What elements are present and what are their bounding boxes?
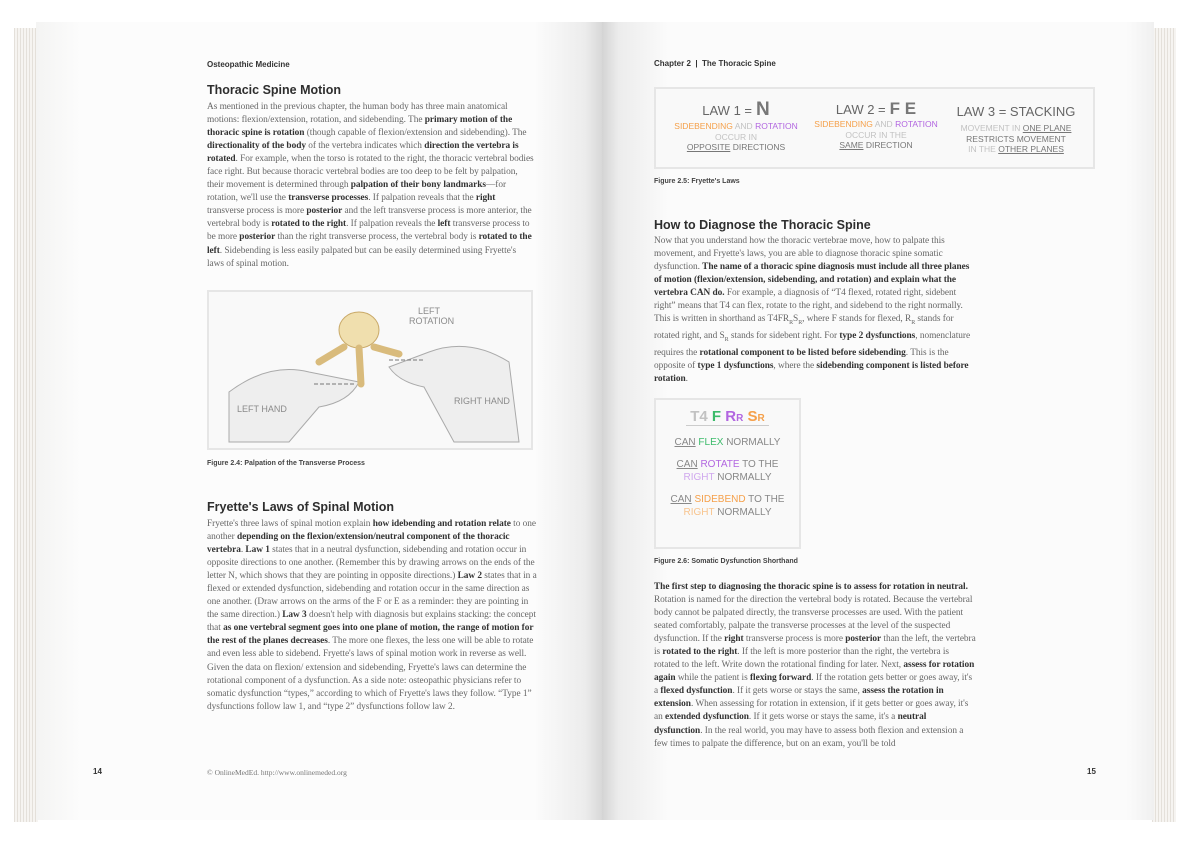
running-head-right: Chapter 2 | The Thoracic Spine	[654, 59, 776, 68]
paragraph-fryettes-laws	[207, 518, 537, 714]
label-left-hand: LEFT HAND	[237, 404, 287, 414]
t: R	[725, 408, 737, 425]
t: MOVEMENT IN	[960, 123, 1023, 133]
text-segment: Law 3	[282, 610, 307, 621]
t: NORMALLY	[714, 507, 772, 518]
t: CAN	[674, 437, 696, 448]
text-segment: right	[724, 634, 744, 645]
paragraph-thoracic-spine-motion	[207, 101, 535, 271]
text-segment: As mentioned in the previous chapter, the human body has three main anatomical motions: flexion/extension, rotation, and sidebending. The	[207, 102, 508, 126]
text-segment: rotational component to be listed before sidebending	[699, 348, 906, 359]
right-hand-drawing	[389, 346, 519, 442]
t: R	[757, 413, 765, 424]
law-2-letters-fe: F E	[889, 99, 917, 118]
text-segment: Law 1	[245, 545, 270, 556]
label-left-rotation: LEFT ROTATION	[409, 306, 455, 326]
t: ROTATION	[895, 119, 938, 129]
text-segment: rotated to the left	[207, 232, 532, 256]
text-segment: right	[475, 193, 496, 204]
text-segment: posterior	[845, 634, 882, 645]
page-number-left: 14	[93, 767, 102, 776]
text-segment: posterior	[239, 232, 276, 243]
page-number-right: 15	[1087, 767, 1096, 776]
text-segment: extended dysfunction	[665, 712, 749, 723]
t: S	[747, 408, 758, 425]
text-segment: . If the rotation gets better or goes away, it's a	[654, 673, 973, 697]
text-segment: rotated to the right	[662, 647, 738, 658]
text-segment: R	[724, 337, 729, 344]
text-segment: . For example, when the torso is rotated to the right, the thoracic vertebral bodies face right. But because thoracic vertebral bodies are too deep to be felt by palpation, their movement is determined through	[207, 154, 534, 191]
section-title-diagnose: How to Diagnose the Thoracic Spine	[654, 218, 871, 232]
section-title-thoracic-spine-motion: Thoracic Spine Motion	[207, 83, 342, 97]
section-title-fryettes-laws: Fryette's Laws of Spinal Motion	[207, 500, 395, 514]
text-segment: states that in a flexed or extended dysfunction, sidebending and rotation occur in the same direction as one another. (Draw arrows on the arms of the F or E as a reminder: they are pointing in the same direction.)	[207, 571, 537, 621]
text-segment: Now that you understand how the thoracic vertebrae move, how to palpate this movement, and Fryette's laws, you are able to diagnose thoracic spine somatic dysfunction.	[654, 236, 945, 273]
text-segment: , where F stands for flexed, R	[802, 314, 912, 325]
t: DIRECTIONS	[730, 142, 786, 152]
law-1	[666, 99, 806, 153]
right-page-edges	[1152, 28, 1176, 822]
figure-fryettes-laws	[654, 87, 1095, 169]
shorthand-line-2	[656, 458, 799, 484]
text-segment: palpation of their bony landmarks	[350, 180, 486, 191]
text-segment: .	[240, 545, 246, 556]
t: NORMALLY	[714, 472, 772, 483]
t: AND	[732, 121, 756, 131]
text-segment: . Sidebending is less easily palpated but can be easily determined using Fryette's laws of spinal motion.	[207, 245, 517, 269]
text-segment: than the left, the vertebra is	[654, 634, 976, 658]
text-segment: transverse process is more	[743, 634, 846, 645]
t: NORMALLY	[723, 437, 781, 448]
t: TO THE	[745, 494, 785, 505]
t: SAME	[839, 140, 864, 150]
footer-copyright: © OnlineMedEd. http://www.onlinemeded.org	[207, 768, 347, 777]
t: TO THE	[739, 459, 779, 470]
vertebral-body-icon	[339, 312, 379, 348]
text-segment: rotated to the right	[271, 219, 347, 230]
text-segment: R	[911, 320, 916, 327]
text-segment: Fryette's three laws of spinal motion explain	[207, 519, 373, 529]
text-segment: Rotation is named for the direction the vertebral body is rotated. Because the vertebral body cannot be palpated directly, the transverse processes are used. With the patient seated comfortably, palpate the transverse processes at the level of the suspected dysfunction. If the	[654, 595, 973, 645]
t: CAN	[670, 494, 692, 505]
t: DIRECTION	[863, 140, 913, 150]
text-segment: sidebending component is listed before rotation	[654, 361, 969, 385]
text-segment: .	[685, 374, 688, 385]
shorthand-line-1	[656, 436, 799, 449]
law-1-line-2: OCCUR IN	[714, 131, 758, 142]
t: T4	[690, 408, 708, 425]
text-segment: R	[789, 320, 794, 327]
text-segment: directionality of the body	[207, 141, 306, 152]
palpation-illustration	[209, 292, 531, 448]
figure-2-4-caption: Figure 2.4: Palpation of the Transverse Process	[207, 460, 365, 467]
shorthand-t4frs	[686, 408, 769, 426]
t: ROTATE	[700, 459, 740, 470]
text-segment: states that in a neutral dysfunction, sidebending and rotation occur in opposite directions to one another. (Remember this by drawing arrows on the ends of the letter N, which shows that they are pointing in opposite directions.)	[207, 545, 535, 582]
text-segment: while the patient is	[675, 673, 750, 684]
text-segment: , where the	[773, 361, 817, 372]
text-segment: type 2 dysfunctions	[839, 331, 916, 342]
t: RIGHT	[683, 472, 715, 483]
text-segment: than the right transverse process, the vertebral body is	[275, 232, 479, 243]
figure-somatic-dysfunction-shorthand	[654, 398, 801, 549]
text-segment: (though capable of flexion/extension and sidebending). The	[304, 128, 527, 139]
law-3-line-2: RESTRICTS MOVEMENT	[966, 133, 1066, 144]
left-page-edges	[14, 28, 38, 822]
text-segment: transverse processes	[288, 193, 369, 204]
text-segment: R	[798, 320, 803, 327]
text-segment: . If it gets worse or stays the same,	[732, 686, 863, 697]
law-2	[806, 99, 946, 151]
text-segment: S	[793, 314, 799, 325]
t: F	[711, 408, 722, 425]
text-segment: The name of a thoracic spine diagnosis must include all three planes of motion (flexion/extension, sidebending, and rotation) and explain what the vertebra CAN do.	[654, 262, 970, 299]
text-segment: primary motion of the thoracic spine is rotation	[207, 115, 513, 139]
text-segment: assess for rotation again	[654, 660, 975, 684]
text-segment: , nomenclature requires the	[654, 331, 971, 359]
text-segment: and the left transverse process is more anterior, the vertebral body is	[207, 206, 532, 230]
text-segment: . This is the opposite of	[654, 348, 949, 372]
text-segment: transverse process is more	[207, 206, 307, 217]
text-segment: neutral dysfunction	[654, 712, 927, 736]
law-3	[946, 99, 1086, 155]
text-segment: flexed dysfunction	[660, 686, 733, 697]
text-segment: —for rotation, we'll use the	[207, 180, 507, 204]
figure-2-6-caption: Figure 2.6: Somatic Dysfunction Shorthand	[654, 558, 798, 565]
label-right-hand: RIGHT HAND	[454, 396, 510, 406]
law-3-title: LAW 3 = STACKING	[956, 104, 1076, 119]
text-segment: . If the left is more posterior than the right, the vertebra is rotated to the left. Write down the rotational finding for later. Next,	[654, 647, 949, 671]
t: IN THE	[968, 144, 999, 154]
t: CAN	[676, 459, 698, 470]
text-segment: how idebending and rotation relate	[372, 519, 511, 529]
text-segment: stands for rotated right, and S	[654, 314, 954, 342]
text-segment: posterior	[306, 206, 343, 217]
running-head-left: Osteopathic Medicine	[207, 60, 290, 69]
t: OPPOSITE	[686, 142, 731, 152]
text-segment: The first step to diagnosing the thoracic spine is to assess for rotation in neutral.	[654, 582, 968, 592]
text-segment: stands for sidebent right. For	[728, 331, 840, 342]
t: SIDEBENDING	[674, 121, 733, 131]
paragraph-diagnose	[654, 235, 972, 386]
text-segment: . When assessing for rotation in extension, if it gets better or goes away, it's an	[654, 699, 969, 723]
text-segment: For example, a diagnosis of “T4 flexed, rotated right, sidebent right” means that T4 can flex, rotate to the right, and sidebend to the right normally. This is written in shorthand as T4FR	[654, 288, 963, 325]
text-segment: of the vertebra indicates which	[305, 141, 425, 152]
text-segment: as one vertebral segment goes into one plane of motion, the range of motion for the rest of the planes decreases	[207, 623, 534, 647]
law-2-line-2: OCCUR IN THE	[845, 129, 907, 140]
figure-2-5-caption: Figure 2.5: Fryette's Laws	[654, 178, 740, 185]
text-segment: direction the vertebra is rotated	[207, 141, 519, 165]
t: SIDEBENDING	[814, 119, 873, 129]
text-segment: . In the real world, you may have to assess both flexion and extension a few times to palpate the difference, but on an exam, you'll be told	[654, 725, 964, 749]
t: AND	[872, 119, 896, 129]
text-segment: left	[437, 219, 451, 230]
figure-palpation-transverse-process	[207, 290, 533, 450]
t: ROTATION	[755, 121, 798, 131]
t: ONE PLANE	[1022, 123, 1072, 133]
text-segment: Law 2	[457, 571, 482, 582]
text-segment: flexing forward	[749, 673, 812, 684]
text-segment: depending on the flexion/extension/neutral component of the thoracic vertebra	[207, 532, 510, 556]
t: SIDEBEND	[694, 494, 746, 505]
t: R	[736, 413, 744, 424]
t: FLEX	[698, 437, 724, 448]
text-segment: assess the rotation in extension	[654, 686, 944, 710]
law-2-title: LAW 2 =	[835, 102, 886, 117]
text-segment: transverse process to be more	[207, 219, 530, 243]
text-segment: . If palpation reveals that the	[368, 193, 476, 204]
law-1-letter-n: N	[756, 99, 770, 120]
text-segment: . If palpation reveals the	[346, 219, 438, 230]
text-segment: doesn't help with diagnosis but explains stacking: the concept that	[207, 610, 536, 634]
shorthand-line-3	[656, 493, 799, 519]
t: RIGHT	[683, 507, 715, 518]
text-segment: type 1 dysfunctions	[697, 361, 774, 372]
law-1-title: LAW 1 =	[702, 103, 752, 118]
text-segment: . The more one flexes, the less one will be able to rotate and even less able to sidebend. Fryette's laws of spinal motion work in reverse as well. Given the data on flexion/ extension and sidebending, Fryette's laws can determine the rotational component of a dysfunction. As a side note: osteopathic physicians refer to somatic dysfunction “types,” according to which of Fryette's laws they follow. “Type 1” dysfunctions follow law 1, and “type 2” dysfunctions follow law 2.	[207, 636, 534, 712]
text-segment: to one another	[207, 519, 536, 543]
text-segment: . If it gets worse or stays the same, it's a	[748, 712, 898, 723]
paragraph-first-step	[654, 581, 976, 751]
t: OTHER PLANES	[998, 144, 1064, 154]
